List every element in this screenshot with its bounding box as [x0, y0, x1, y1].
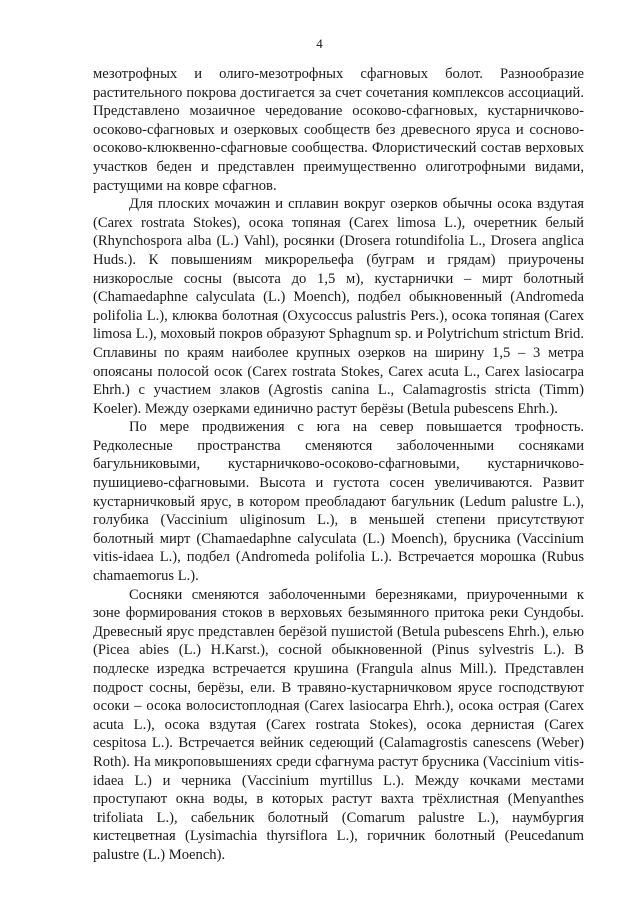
paragraph-3: По мере продвижения с юга на север повышается трофность. Редколесные пространства сменяются заболоченными сосняками багульниковыми, кустарничково-осоково-сфагновыми, кустарничково-пушициево-сфагновыми. Высота и густота сосен увеличиваются. Развит кустарничковый ярус, в котором преобладают багульник (Ledum palustre L.), голубика (Vaccinium uliginosum L.), в меньшей степени присутствуют болотный мирт (Chamaedaphne calyculata (L.) Moench), брусника (Vaccinium vitis-idaea L.), подбел (Andromeda polifolia L.). Встречается морошка (Rubus chamaemorus L.).: [93, 419, 584, 585]
paragraph-4: Сосняки сменяются заболоченными березняками, приуроченными к зоне формирования стоков в верховьях безымянного притока реки Сундобы. Древесный ярус представлен берёзой пушистой (Betula pubescens Ehrh.), елью (Picea abies (L.) H.Karst.), сосной обыкновенной (Pinus sylvestris L.). В подлеске изредка встречается крушина (Frangula alnus Mill.). Представлен подрост сосны, берёзы, ели. В травяно-кустарничковом ярусе господствуют осоки – осока волосистоплодная (Carex lasiocarpa Ehrh.), осока острая (Carex acuta L.), осока вздутая (Carex rostrata Stokes), осока дернистая (Carex cespitosa L.). Встречается вейник седеющий (Calamagrostis canescens (Weber) Roth). На микроповышениях среди сфагнума растут брусника (Vaccinium vitis-idaea L.) и черника (Vaccinium myrtillus L.). Между кочками местами проступают окна воды, в которых растут вахта трёхлистная (Menyanthes trifoliata L.), сабельник болотный (Comarum palustre L.), наумбургия кистецветная (Lysimachia thyrsiflora L.), горичник болотный (Peucedanum palustre (L.) Moench).: [93, 586, 584, 863]
paragraph-1: мезотрофных и олиго-мезотрофных сфагновых болот. Разнообразие растительного покрова достигается за счет сочетания комплексов ассоциаций. Представлено мозаичное чередование осоково-сфагновых, кустарничково-осоково-сфагновых и озерковых сообществ без древесного яруса и сосново-осоково-клюквенно-сфагновые сообщества. Флористический состав верховых участков беден и представлен преимущественно олиготрофными видами, растущими на ковре сфагнов.: [93, 66, 584, 194]
page-number: 4: [316, 36, 323, 51]
paragraph-2: Для плоских мочажин и сплавин вокруг озерков обычны осока вздутая (Carex rostrata Stokes), осока топяная (Carex limosa L.), очеретник белый (Rhynchospora alba (L.) Vahl), росянки (Drosera rotundifolia L., Drosera anglica Huds.). К повышениям микрорельефа (буграм и грядам) приурочены низкорослые сосны (высота до 1,5 м), кустарнички – мирт болотный (Chamaedaphne calyculata (L.) Moench), подбел обыкновенный (Andromeda polifolia L.), клюква болотная (Oxycoccus palustris Pers.), осока топяная (Carex limosa L.), моховый покров образуют Sphagnum sp. и Polytrichum strictum Brid. Сплавины по краям наиболее крупных озерков на ширину 1,5 – 3 метра опоясаны полосой осок (Carex rostrata Stokes, Carex acuta L., Carex lasiocarpa Ehrh.) с участием злаков (Agrostis canina L., Calamagrostis stricta (Timm) Koeler). Между озерками единично растут берёзы (Betula pubescens Ehrh.).: [93, 196, 584, 417]
document-body: [93, 65, 584, 865]
